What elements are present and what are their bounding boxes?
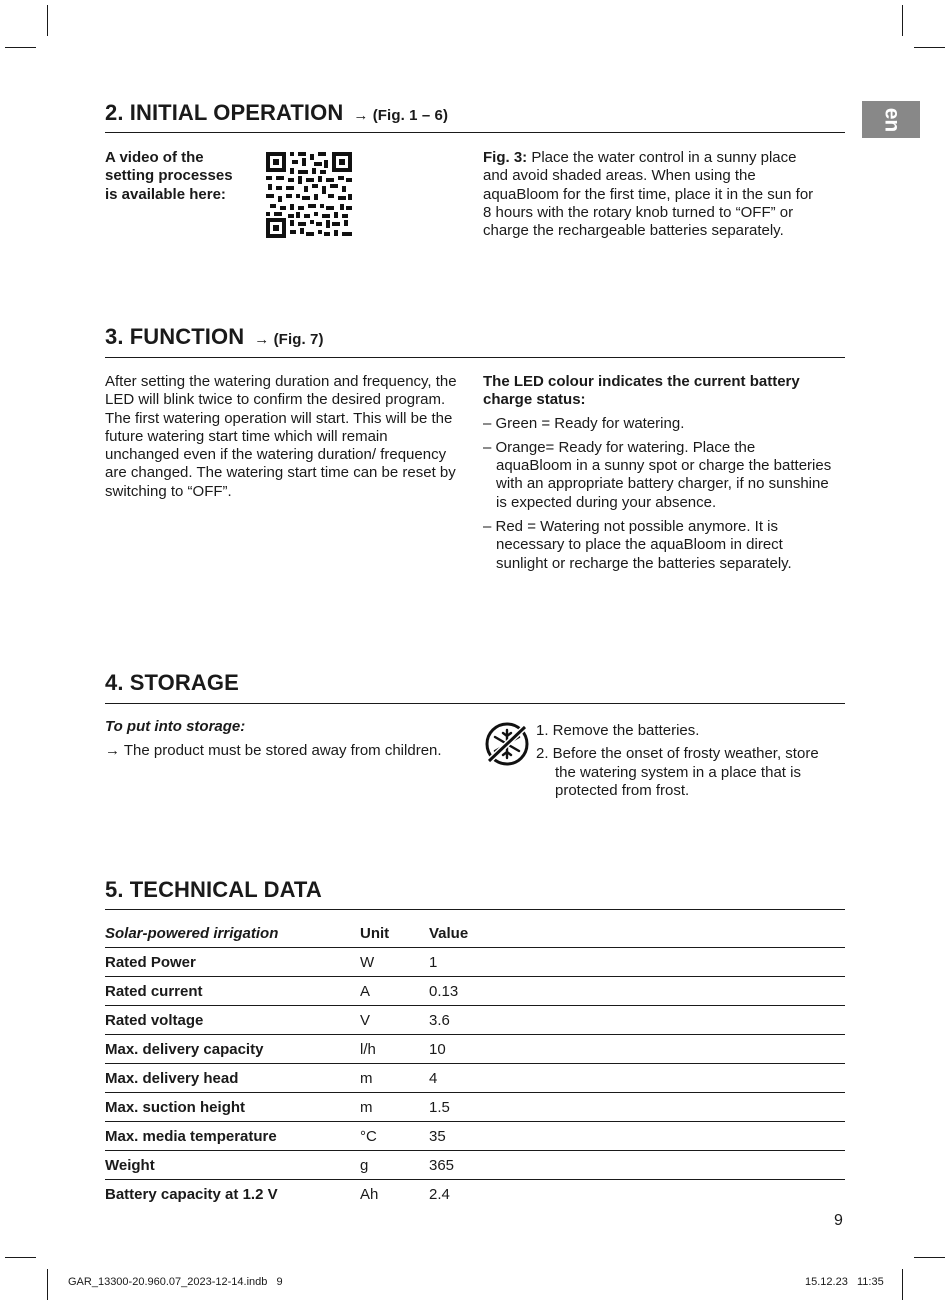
table-cell-unit: l/h [360, 1035, 429, 1064]
table-cell-value: 1.5 [429, 1093, 845, 1122]
section-divider [105, 132, 845, 133]
storage-steps [536, 722, 826, 800]
table-cell-unit: V [360, 1006, 429, 1035]
table-cell-unit: m [360, 1064, 429, 1093]
table-row [105, 1122, 845, 1151]
table-cell-unit: W [360, 948, 429, 977]
figure-3-instructions [483, 149, 823, 240]
led-status-item: – Orange= Ready for watering. Place the aquaBloom in a sunny spot or charge the batteries with an appropriate battery charger, if no sunshine is expected during your absence. [483, 438, 832, 511]
figure-3-text: Place the water control in a sunny place and avoid shaded areas. When using the aquaBloom for the first time, place it in the sun for 8 hours with the rotary knob turned to “OFF” or charge the rechargeable batteries separately. [483, 149, 814, 240]
crop-mark [47, 5, 48, 36]
section-heading-function [105, 324, 324, 350]
section-divider [105, 357, 845, 358]
table-cell-unit: m [360, 1093, 429, 1122]
heading-text: 5. TECHNICAL DATA [105, 877, 322, 902]
footer-timestamp: 15.12.23 11:35 [805, 1276, 884, 1288]
crop-mark [47, 1269, 48, 1300]
table-cell-value: 0.13 [429, 977, 845, 1006]
section-heading-technical-data [105, 877, 322, 903]
table-cell-parameter: Battery capacity at 1.2 V [105, 1180, 360, 1209]
led-status-item: – Green = Ready for watering. [483, 414, 685, 432]
table-header-row [105, 919, 845, 948]
table-row [105, 1180, 845, 1209]
table-cell-value: 1 [429, 948, 845, 977]
table-cell-parameter: Max. delivery head [105, 1064, 360, 1093]
figure-reference: → (Fig. 7) [254, 331, 324, 348]
led-status-item: – Red = Watering not possible anymore. It is necessary to place the aquaBloom in direct sunlight or recharge the batteries separately. [483, 518, 792, 572]
heading-text: 4. STORAGE [105, 670, 239, 695]
table-cell-parameter: Rated Power [105, 948, 360, 977]
table-row [105, 977, 845, 1006]
table-cell-parameter: Weight [105, 1151, 360, 1180]
table-header-cell: Solar-powered irrigation [105, 924, 279, 942]
qr-code-image[interactable] [266, 152, 352, 238]
table-cell-value: 35 [429, 1122, 845, 1151]
table-row [105, 1035, 845, 1064]
table-row [105, 1006, 845, 1035]
technical-data-table [105, 919, 845, 1208]
figure-reference: → (Fig. 1 – 6) [353, 107, 449, 124]
storage-subheading: To put into storage: [105, 718, 246, 735]
table-cell-unit: °C [360, 1122, 429, 1151]
section-divider [105, 703, 845, 704]
table-cell-value: 2.4 [429, 1180, 845, 1209]
storage-left-block [105, 718, 475, 761]
table-cell-value: 4 [429, 1064, 845, 1093]
crop-mark [914, 47, 945, 48]
storage-step: 2. Before the onset of frosty weather, store the watering system in a place that is protected from frost. [536, 745, 819, 799]
table-cell-parameter: Max. suction height [105, 1093, 360, 1122]
language-tab-label: en [879, 107, 903, 132]
led-status-heading: The LED colour indicates the current battery charge status: [483, 373, 800, 409]
section-divider [105, 909, 845, 910]
crop-mark [902, 5, 903, 36]
no-frost-icon [484, 721, 530, 767]
table-cell-unit: g [360, 1151, 429, 1180]
figure-3-label: Fig. 3: [483, 149, 528, 166]
table-cell-value: 365 [429, 1151, 845, 1180]
table-row [105, 948, 845, 977]
section-heading-storage [105, 670, 239, 696]
section-heading-initial-operation [105, 100, 448, 126]
table-row [105, 1064, 845, 1093]
storage-step: 1. Remove the batteries. [536, 722, 700, 739]
video-note-line: setting processes [105, 167, 233, 185]
video-note [105, 149, 255, 204]
video-note-line: is available here: [105, 185, 226, 203]
table-cell-unit: A [360, 977, 429, 1006]
table-cell-parameter: Rated current [105, 977, 360, 1006]
table-cell-value: 10 [429, 1035, 845, 1064]
video-note-line: A video of the [105, 149, 204, 166]
footer-file-info: GAR_13300-20.960.07_2023-12-14.indb 9 [68, 1276, 283, 1288]
table-header-cell: Value [429, 924, 469, 942]
table-row [105, 1093, 845, 1122]
table-cell-parameter: Max. delivery capacity [105, 1035, 360, 1064]
crop-mark [5, 1257, 36, 1258]
led-status-block [483, 373, 835, 579]
table-header-cell: Unit [360, 924, 390, 942]
table-cell-value: 3.6 [429, 1006, 845, 1035]
crop-mark [914, 1257, 945, 1258]
table-cell-unit: Ah [360, 1180, 429, 1209]
table-cell-parameter: Max. media temperature [105, 1122, 360, 1151]
function-description: After setting the watering duration and frequency, the LED will blink twice to confirm the desired program. The first watering operation will start. This will be the future watering start time which will remain unchanged even if the watering duration/ frequency are changed. The watering start time can be reset by switching to “OFF”. [105, 373, 457, 500]
crop-mark [5, 47, 36, 48]
crop-mark [902, 1269, 903, 1300]
table-row [105, 1151, 845, 1180]
page-number: 9 [834, 1212, 843, 1229]
language-tab [862, 101, 920, 138]
table-cell-parameter: Rated voltage [105, 1006, 360, 1035]
heading-text: 3. FUNCTION [105, 324, 245, 349]
storage-child-warning: → The product must be stored away from children. [105, 742, 442, 760]
heading-text: 2. INITIAL OPERATION [105, 100, 344, 125]
